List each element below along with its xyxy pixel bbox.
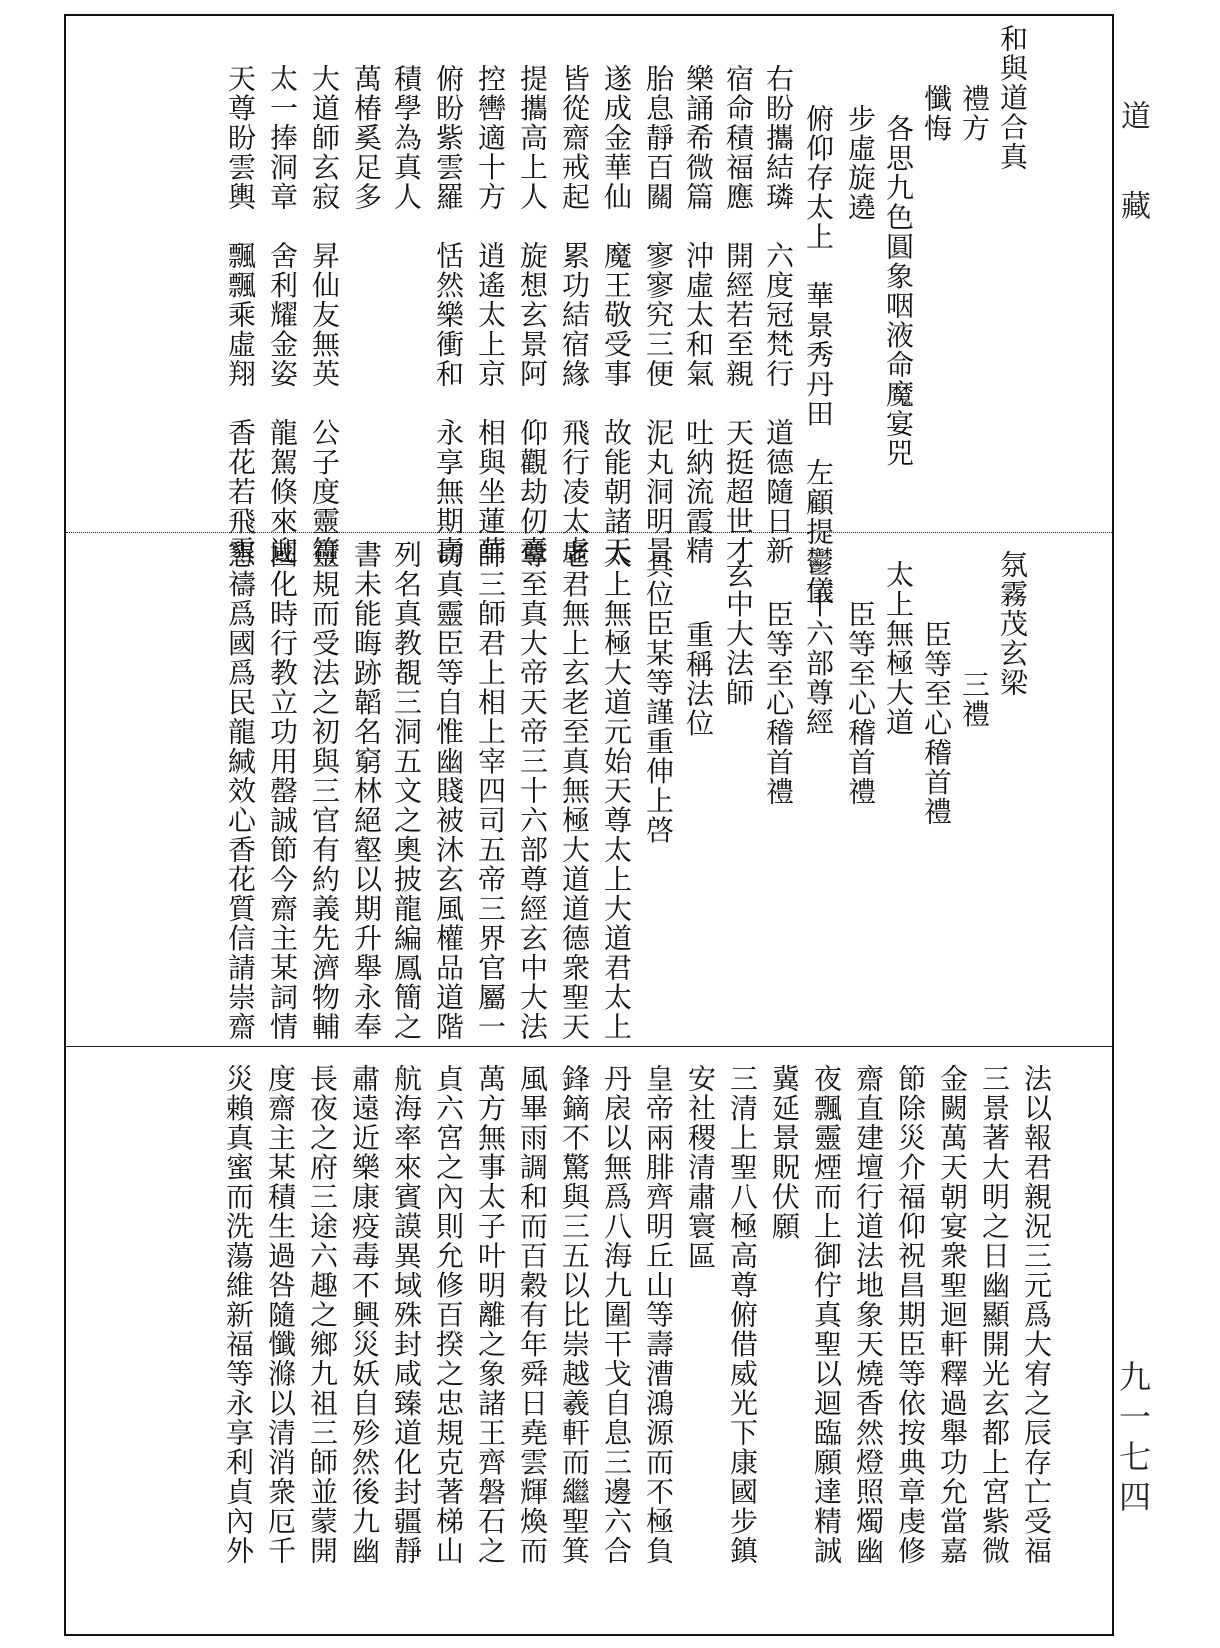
column: 大道師玄寂 昇仙友無英 公子度靈符 [308, 64, 341, 566]
column: 懺悔 [920, 84, 953, 143]
column: 玄中大法師 [722, 560, 755, 708]
column: 節除災介福仰祝昌期臣等依按典章虔修 [894, 1064, 927, 1566]
column: 積學為真人 [390, 64, 423, 241]
column: 鋒鏑不驚與三五以比崇越羲軒而繼聖箕 [558, 1064, 591, 1566]
column: 肅遠近樂康疫毒不興災妖自殄然後九幽 [348, 1064, 381, 1566]
column: 度齋主某積生過咎隨懺滌以清消衆厄千 [264, 1064, 297, 1566]
column: 師三師君上相上宰四司五帝三界官屬一 [474, 540, 507, 1042]
column: 國化時行教立功用罄誠節今齋主某詞情 [266, 540, 299, 1042]
section-divider [66, 532, 1112, 533]
column: 太一捧洞章 舍利耀金姿 龍駕倏來迎 [266, 64, 299, 566]
column: 金闕萬天朝宴衆聖迴軒釋過舉功允當嘉 [936, 1064, 969, 1566]
section-divider [66, 1046, 1112, 1047]
column: 宿命積福應 開經若至親 天挺超世才 [722, 64, 755, 566]
column: 臣等至心稽首禮 [920, 620, 953, 827]
column: 冀延景貺伏願 [768, 1064, 801, 1241]
text-frame [64, 14, 1114, 1636]
column: 胎息靜百關 寥寥究三便 泥丸洞明景 [642, 64, 675, 566]
column: 太上無極大道元始天尊太上大道君太上 [600, 540, 633, 1042]
column: 和與道合真 [996, 24, 1029, 172]
column: 太上無極大道 [882, 560, 915, 737]
column: 三清上聖八極高尊俯借威光下康國步鎮 [726, 1064, 759, 1566]
column: 各思九色圓象咽液命魔宴兕 [882, 114, 915, 468]
column: 皇帝兩腓齊明丘山等壽漕鴻源而不極負 [642, 1064, 675, 1566]
column: 右盼攜結璘 六度冠梵行 道德隨日新 [762, 64, 795, 566]
column: 控轡適十方 逍遙太上京 相與坐蓮華 [474, 64, 507, 566]
column: 天尊盼雲輿 飄飄乘虛翔 香花若飛雪 [224, 64, 257, 566]
column: 俯仰存太上 華景秀丹田 左顧提鬱儀 [802, 104, 835, 606]
column: 步虛旋遶 [844, 104, 877, 222]
column: 遂成金華仙 魔王敬受事 故能朝諸天 [600, 64, 633, 566]
column: 列名真教覩三洞五文之奧披龍編鳳簡之 [390, 540, 423, 1042]
column: 三禮 [958, 670, 991, 729]
column: 臣等至心稽首禮 [844, 600, 877, 807]
column: 老君無上玄老至真無極大道道德衆聖天 [558, 540, 591, 1042]
column: 法以報君親況三元爲大宥之辰存亡受福 [1020, 1064, 1053, 1566]
column: 書未能晦跡韜名窮林絕壑以期升舉永奉 [350, 540, 383, 1042]
section-bottom [66, 1056, 1112, 1616]
column: 具位臣某等謹重伸上啓 [642, 550, 675, 845]
column: 三十六部尊經 [802, 560, 835, 737]
column: 災賴真蜜而洗蕩維新福等永享利貞內外 [222, 1064, 255, 1566]
margin-title: 道藏 [1115, 100, 1150, 280]
column: 尊至真大帝天帝三十六部尊經玄中大法 [516, 540, 549, 1042]
column: 夜飄靈煙而上御佇真聖以迴臨願達精誠 [810, 1064, 843, 1566]
column: 禮方 [958, 84, 991, 143]
column: 長夜之府三途六趣之鄉九祖三師並蒙開 [306, 1064, 339, 1566]
column: 萬方無事太子叶明離之象諸王齊磐石之 [474, 1064, 507, 1566]
column: 齋直建壇行道法地象天燒香然燈照燭幽 [852, 1064, 885, 1566]
column: 氛霧茂玄梁 [996, 550, 1029, 698]
column: 風畢雨調和而百穀有年舜日堯雲輝煥而 [516, 1064, 549, 1566]
column: 提攜高上人 旋想玄景阿 仰觀劫仞臺 [516, 64, 549, 566]
column: 萬椿奚足多 [350, 64, 383, 212]
section-middle [66, 540, 1112, 1040]
column: 俯盼紫雲羅 恬然樂衝和 永享無期壽 [432, 64, 465, 566]
column: 重稱法位 [682, 620, 715, 738]
column: 貞六宮之內則允修百揆之忠規克著梯山 [432, 1064, 465, 1566]
column: 樂誦希微篇 沖虛太和氣 吐納流霞精 [682, 64, 715, 566]
section-top [66, 24, 1112, 606]
column: 懇禱爲國爲民龍緘效心香花質信請崇齋 [224, 540, 257, 1042]
column: 靈規而受法之初與三官有約義先濟物輔 [308, 540, 341, 1042]
column: 航海率來賓謨異域殊封咸臻道化封疆靜 [390, 1064, 423, 1566]
column: 臣等至心稽首禮 [762, 600, 795, 807]
page-number: 九一七四 [1114, 1360, 1152, 1520]
column: 丹扆以無爲八海九圍干戈自息三邊六合 [600, 1064, 633, 1566]
column: 切真靈臣等自惟幽賤被沐玄風權品道階 [432, 540, 465, 1042]
column: 三景著大明之日幽顯開光玄都上宮紫微 [978, 1064, 1011, 1566]
column: 皆從齋戒起 累功結宿緣 飛行凌太虛 [558, 64, 591, 566]
column: 安社稷清肅寰區 [684, 1064, 717, 1271]
